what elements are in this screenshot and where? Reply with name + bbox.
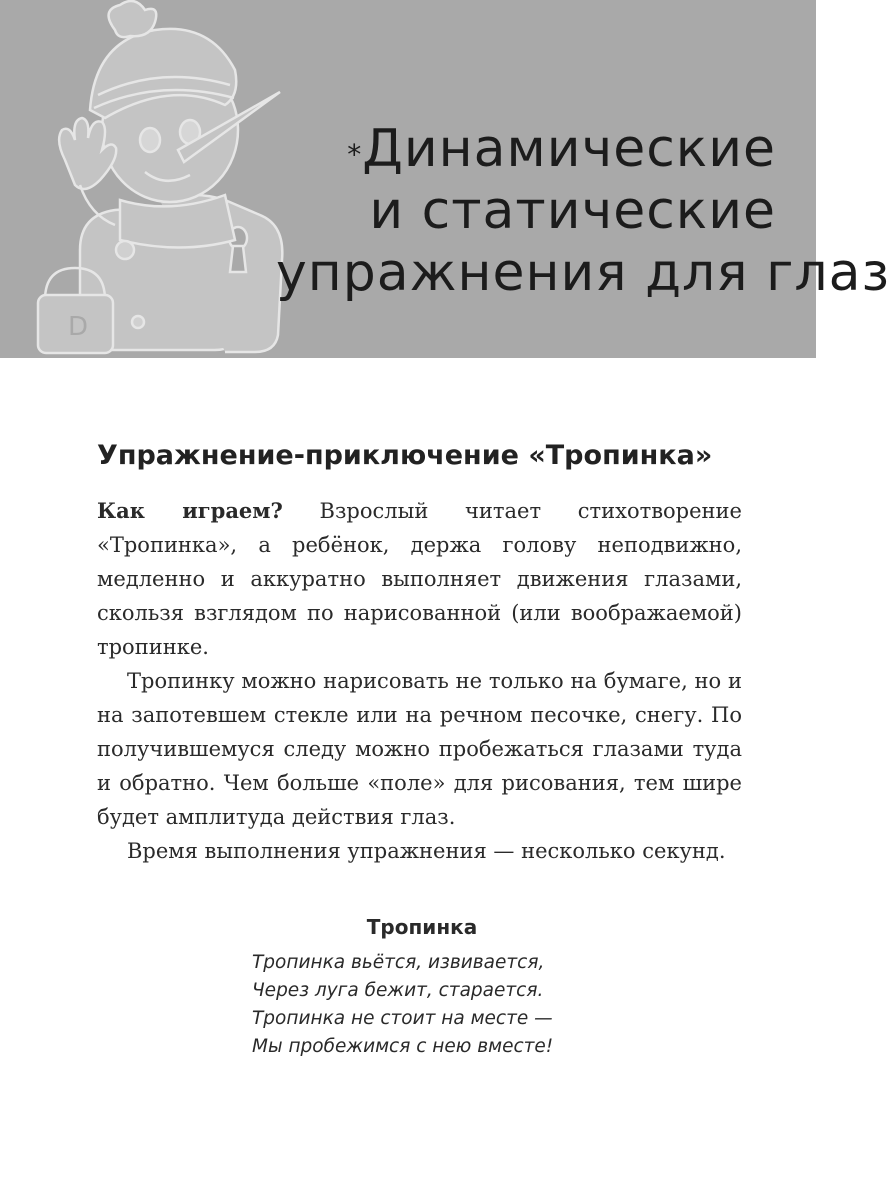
svg-text:D: D: [68, 312, 89, 342]
poem-line: Тропинка вьётся, извивается,: [252, 952, 545, 973]
poem-line: Мы пробежимся с нею вместе!: [252, 1036, 554, 1057]
chapter-header: [0, 0, 890, 358]
poem-line: Через луга бежит, старается.: [252, 980, 544, 1001]
chapter-title-line-1: [276, 118, 776, 180]
title-asterisk: *: [347, 138, 363, 171]
poem: [252, 915, 672, 1061]
section-title: Упражнение-приключение «Тропинка»: [97, 440, 713, 471]
chapter-title: [276, 118, 890, 304]
paragraph-1-text: Взрослый читает стихотворение «Тропинка», а ребёнок, держа голову неподвижно, медленно и аккуратно выполняет движения глазами, скользя взглядом по нарисованной (или воображаемой) тропинке.: [97, 499, 742, 659]
lead-label: Как играем?: [97, 498, 283, 523]
poem-title: Тропинка: [366, 915, 478, 939]
section-body: [97, 494, 742, 868]
paragraph-1: [97, 494, 742, 664]
poem-line: Тропинка не стоит на месте —: [252, 1008, 553, 1029]
paragraph-3: Время выполнения упражнения — несколько секунд.: [127, 839, 726, 863]
paragraph-2: Тропинку можно нарисовать не только на бумаге, но и на запотевшем стекле или на речном песочке, снегу. По получившемуся следу можно пробежаться глазами туда и обратно. Чем больше «поле» для рисования, тем шире будет амплитуда действия глаз.: [97, 669, 742, 829]
chapter-title-line-2: и статические: [369, 181, 776, 241]
chapter-title-line-1-text: Динамические: [362, 119, 776, 179]
chapter-title-line-3: упражнения для глаз: [276, 243, 890, 303]
